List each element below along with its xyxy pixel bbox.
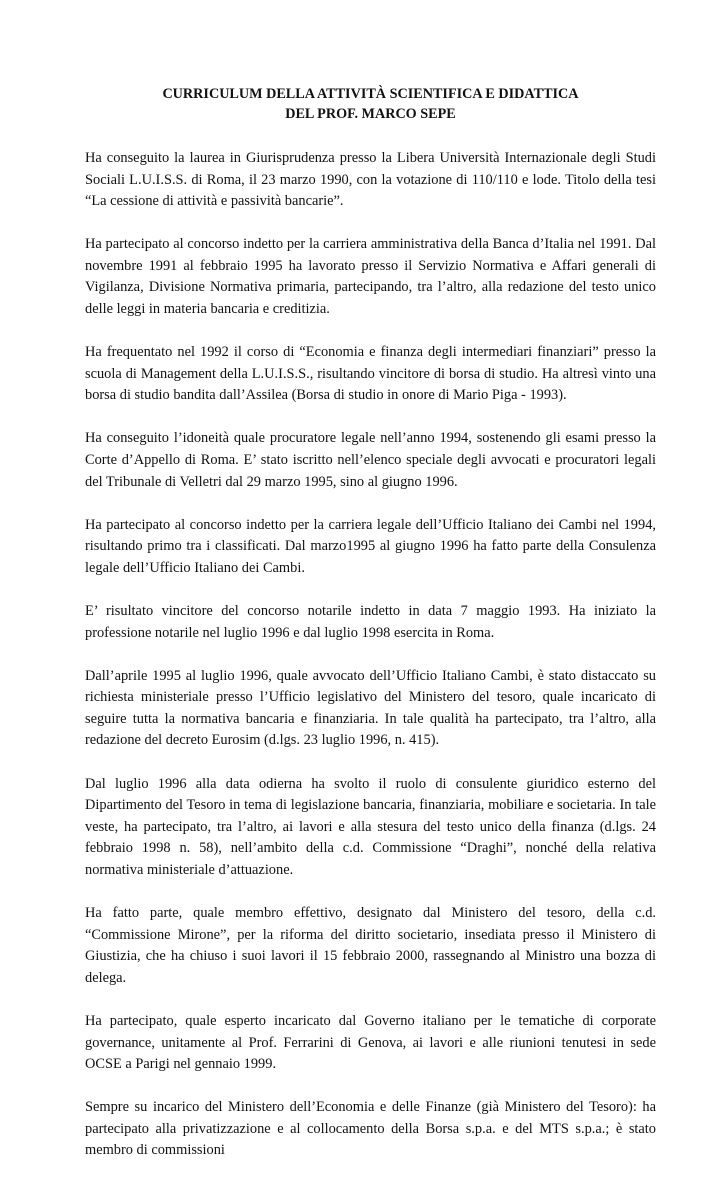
paragraph-commissione-mirone: Ha fatto parte, quale membro effettivo, designato dal Ministero del tesoro, della c.d. “Commissione Mirone”, per la riforma del diritto societario, insediata presso il Ministero di Giustizia, che ha chiuso i suoi lavori il 15 febbraio 2000, rassegnando al Ministro una bozza di delega. (85, 905, 656, 986)
paragraph-banca-italia: Ha partecipato al concorso indetto per la carriera amministrativa della Banca d’Italia nel 1991. Dal novembre 1991 al febbraio 1995 ha lavorato presso il Servizio Normativa e Affari generali di Vigilanza, Divisione Normativa primaria, partecipando, tra l’altro, alla redazione del testo unico delle leggi in materia bancaria e creditizia. (85, 236, 656, 318)
paragraph-ocse: Ha partecipato, quale esperto incaricato dal Governo italiano per le tematiche di corporate governance, unitamente al Prof. Ferrarini di Genova, ai lavori e alle riunioni tenutesi in sede OCSE a Parigi nel gennaio 1999. (85, 1012, 656, 1073)
paragraph-notarile: E’ risultato vincitore del concorso notarile indetto in data 7 maggio 1993. Ha iniziato la professione notarile nel luglio 1996 e dal luglio 1998 esercita in Roma. (85, 603, 656, 641)
paragraph-consulente-tesoro: Dal luglio 1996 alla data odierna ha svolto il ruolo di consulente giuridico esterno del Dipartimento del Tesoro in tema di legislazione bancaria, finanziaria, mobiliare e societaria. In tale veste, ha partecipato, tra l’altro, ai lavori e alla stesura del testo unico della finanza (d.lgs. 24 febbraio 1998 n. 58), nell’ambito della c.d. Commissione “Draghi”, nonché della relativa normativa ministeriale d’attuazione. (85, 775, 656, 878)
document-body (85, 84, 656, 1183)
paragraph-uic-carriera: Ha partecipato al concorso indetto per la carriera legale dell’Ufficio Italiano dei Cambi nel 1994, risultando primo tra i classificati. Dal marzo1995 al giugno 1996 ha fatto parte della Consulenza legale dell’Ufficio Italiano dei Cambi. (85, 516, 656, 576)
title-line-1: CURRICULUM DELLA ATTIVITÀ SCIENTIFICA E DIDATTICA (162, 86, 579, 102)
paragraph-privatizzazione: Sempre su incarico del Ministero dell’Economia e delle Finanze (già Ministero del Tesoro): ha partecipato alla privatizzazione e al collocamento della Borsa s.p.a. e del MTS s.p.a.; è stato membro di commissioni (85, 1099, 656, 1159)
paragraph-distacco-tesoro: Dall’aprile 1995 al luglio 1996, quale avvocato dell’Ufficio Italiano Cambi, è stato distaccato su richiesta ministeriale presso l’Ufficio legislativo del Ministero del tesoro, quale incaricato di seguire tutta la normativa bancaria e finanziaria. In tale qualità ha partecipato, tra l’altro, alla redazione del decreto Eurosim (d.lgs. 23 luglio 1996, n. 415). (85, 667, 656, 749)
paragraph-procuratore: Ha conseguito l’idoneità quale procuratore legale nell’anno 1994, sostenendo gli esami presso la Corte d’Appello di Roma. E’ stato iscritto nell’elenco speciale degli avvocati e procuratori legali del Tribunale di Velletri dal 29 marzo 1995, sino al giugno 1996. (85, 430, 656, 490)
paragraph-laurea: Ha conseguito la laurea in Giurisprudenza presso la Libera Università Internazionale degli Studi Sociali L.U.I.S.S. di Roma, il 23 marzo 1990, con la votazione di 110/110 e lode. Titolo della tesi “La cessione di attività e passività bancarie”. (85, 150, 656, 210)
document-title (85, 84, 656, 124)
title-line-2: DEL PROF. MARCO SEPE (285, 106, 456, 122)
paragraph-luiss-corso: Ha frequentato nel 1992 il corso di “Economia e finanza degli intermediari finanziari” presso la scuola di Management della L.U.I.S.S., risultando vincitore di borsa di studio. Ha altresì vinto una borsa di studio bandita dall’Assilea (Borsa di studio in onore di Mario Piga - 1993). (85, 344, 656, 404)
